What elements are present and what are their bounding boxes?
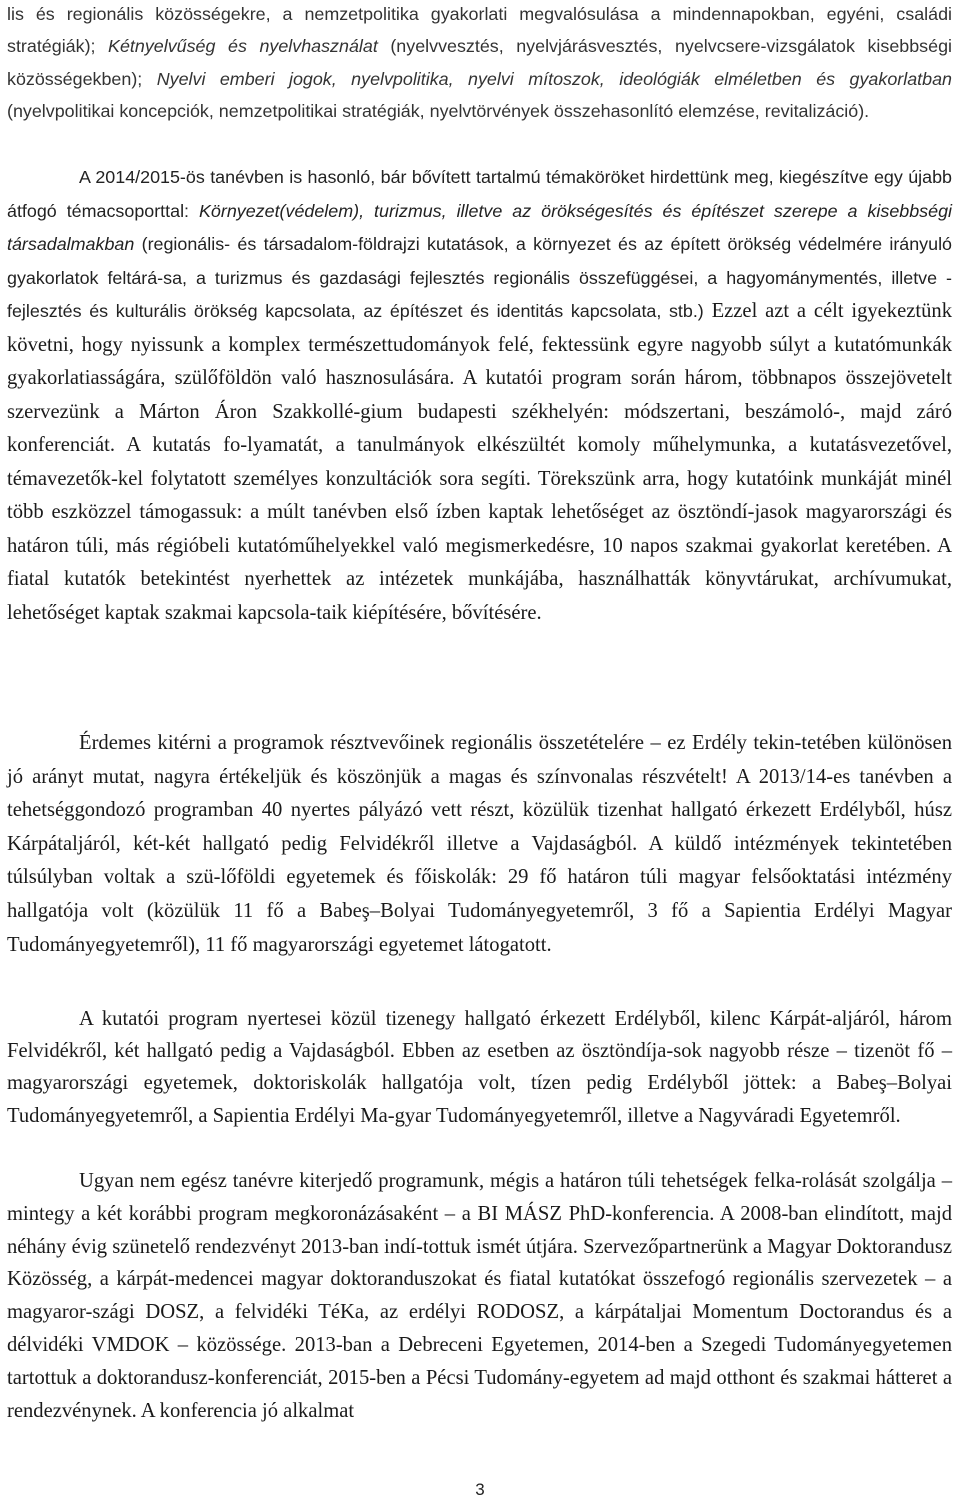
- text-segment: Érdemes kitérni a programok résztvevőinek regionális összetételére – ez Erdély tekin-tetében különösen jó arányt mutat, nagyra értékeljük és köszönjük a magas és színvonalas részvételt! A 2013/14-es tanévben a tehetséggondozó programban 40 nyertes pályázó vett részt, közülük tizenhat hallgató érkezett Erdélyből, húsz Kárpátaljáról, két-két hallgató pedig Felvidékről illetve a Vajdaságból. A küldő intézmények tekintetében túlsúlyban voltak a szü-lőföldi egyetemek és főiskolák: 29 fő határon túli magyar felsőoktatási intézmény hallgatója volt (közülük 11 fő a Babeş–Bolyai Tudományegyetemről, 3 fő a Sapientia Erdélyi Magyar Tudományegyetemről), 11 fő magyarországi egyetemet látogatott.: [7, 732, 952, 956]
- paragraph-text: [7, 1003, 952, 1132]
- paragraph-4: [7, 1003, 952, 1132]
- italic-topic: Környezet(védelem), turizmus, illetve az örökségesítés és építészet szerepe a kisebbségi társadalmakban: [7, 200, 952, 254]
- paragraph-text: [7, 727, 952, 962]
- text-segment: A 2014/2015-ös tanévben is hasonló, bár bővített tartalmú témaköröket hirdettünk meg, kiegészítve egy újabb átfogó témacsoporttal:: [7, 167, 952, 221]
- paragraph-text: [7, 1165, 952, 1427]
- italic-topic: Nyelvi emberi jogok, nyelvpolitika, nyelvi mítoszok, ideológiák elméletben és gyakorlatban: [156, 68, 952, 89]
- text-segment: (nyelvvesztés, nyelvjárásvesztés, nyelvcsere-vizsgálatok kisebbségi közösségekben);: [7, 36, 952, 89]
- text-segment: (nyelvpolitikai koncepciók, nemzetpolitikai stratégiák, nyelvtörvények összehasonlító elemzése, revitalizáció).: [7, 101, 870, 122]
- text-segment: Ugyan nem egész tanévre kiterjedő programunk, mégis a határon túli tehetségek felka-rolását szolgálja – mintegy a két korábbi program megkoronázásaként – a BI MÁSZ PhD-konferencia. A 2008-ban elindított, majd néhány évig szünetelő rendezvényt 2013-ban indí-tottuk ismét útjára. Szervezőpartnerünk a Magyar Doktorandusz Közösség, a kárpát-medencei magyar doktoranduszokat és fiatal kutatókat összefogó regionális szervezetek – a magyaror-szági DOSZ, a felvidéki TéKa, az erdélyi RODOSZ, a kárpátaljai Momentum Doctorandus és a délvidéki VMDOK – közössége. 2013-ban a Debreceni Egyetemen, 2014-ben a Szegedi Tudományegyetemen tartottuk a doktorandusz-konferenciát, 2015-ben a Pécsi Tudomány-egyetem ad majd otthont és szakmai hátteret a rendezvénynek. A konferencia jó alkalmat: [7, 1170, 952, 1422]
- paragraph-text: [7, 161, 952, 630]
- text-segment: Ezzel azt a célt igyekeztünk követni, hogy nyissunk a komplex természettudományok felé, fektessünk egyre nagyobb súlyt a kutatómunkák gyakorlatiasságára, szülőföldön való hasznosulására. A kutatói program során három, többnapos összejövetelt szervezünk a Márton Áron Szakkollé-gium budapesti székhelyén: módszertani, beszámoló-, majd záró konferenciát. A kutatás fo-lyamatát, a tanulmányok elkészültét komoly műhelymunka, a kutatásvezetővel, témavezetők-kel folytatott személyes konzultációk sora segíti. Törekszünk arra, hogy kutatóink munkáját minél több eszközzel támogassuk: a múlt tanévben első ízben kaptak lehetőséget az ösztöndí-jasok magyarországi és határon túli, más régióbeli kutatóműhelyekkel való megismerkedésre, 10 napos szakmai gyakorlat keretében. A fiatal kutatók betekintést nyerhettek az intézetek munkájába, használhatták könyvtárukat, archívumukat, lehetőséget kaptak szakmai kapcsola-taik kiépítésére, bővítésére.: [7, 300, 952, 624]
- text-segment: lis és regionális közösségekre, a nemzetpolitika gyakorlati megvalósulása a mindennapokban, egyéni, családi stratégiák);: [7, 4, 952, 57]
- paragraph-text: [7, 0, 952, 128]
- paragraph-1: [7, 0, 952, 128]
- paragraph-3: [7, 727, 952, 962]
- text-segment: A kutatói program nyertesei közül tizenegy hallgató érkezett Erdélyből, kilenc Kárpát-aljáról, három Felvidékről, két hallgató pedig a Vajdaságból. Ebben az esetben az ösztöndíja-sok nagyobb része – tizenöt fő – magyarországi egyetemek, doktoriskolák hallgatója volt, tízen pedig Erdélyből jöttek: a Babeş–Bolyai Tudományegyetemről, a Sapientia Erdélyi Ma-gyar Tudományegyetemről, illetve a Nagyváradi Egyetemről.: [7, 1008, 952, 1127]
- paragraph-2: [7, 161, 952, 630]
- italic-topic: Kétnyelvűség és nyelvhasználat: [108, 36, 378, 57]
- paragraph-5: [7, 1165, 952, 1427]
- page-number: 3: [475, 1480, 485, 1499]
- text-segment: (regionális- és társadalom-földrajzi kutatások, a környezet és az épített örökség védelmére irányuló gyakorlatok feltárá-sa, a turizmus és gazdasági fejlesztés regionális összefüggései, a hagyománymentés, illetve - fejlesztés és kulturális örökség kapcsolata, az építészet és identitás kapcsolata, stb.): [7, 234, 952, 321]
